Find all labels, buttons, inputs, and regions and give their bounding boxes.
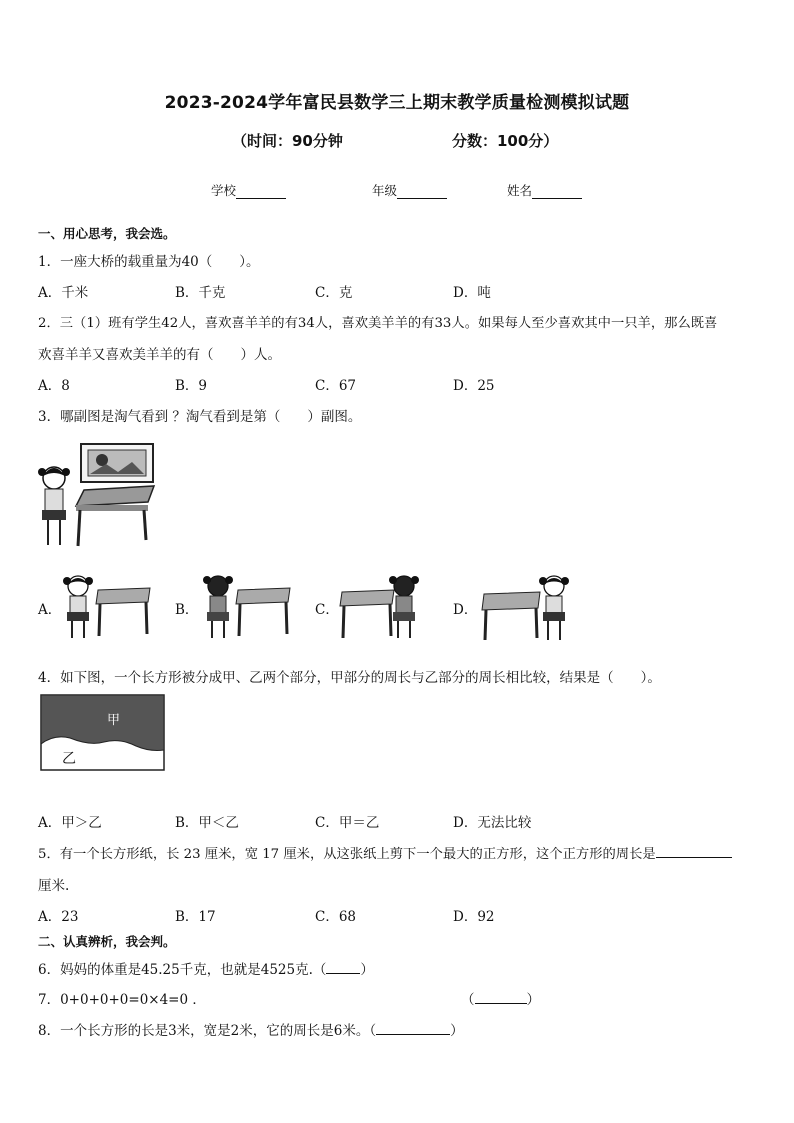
section-1-heading: 一、用心思考，我会选。 [38,226,176,241]
school-blank[interactable] [236,184,286,199]
q5-option-b[interactable]: B．17 [175,909,216,925]
q3-option-c-image[interactable] [338,572,430,640]
picture-frame-icon [81,444,153,482]
q8-answer-blank[interactable] [376,1022,450,1035]
q3-option-a-image[interactable] [62,572,154,640]
name-field[interactable] [507,181,582,199]
name-blank[interactable] [532,184,582,199]
q1-option-d[interactable]: D．吨 [453,285,491,301]
section-2-heading: 二、认真辨析，我会判。 [38,934,176,949]
q1-option-c[interactable]: C．克 [315,285,353,301]
girl-icon [38,467,70,545]
q4-option-b[interactable]: B．甲＜乙 [175,815,239,831]
grade-blank[interactable] [397,184,447,199]
question-5-line-2: 厘米. [38,878,70,894]
q7-answer-blank[interactable] [475,991,527,1004]
q6-close-paren: ） [360,962,374,978]
name-label: 姓名 [507,183,533,198]
question-6-text: 6．妈妈的体重是45.25千克，也就是4525克.（ [38,962,327,978]
question-2-line-1: 2．三（1）班有学生42人，喜欢喜羊羊的有34人，喜欢美羊羊的有33人。如果每人至少喜欢其中一只羊，那么既喜 [38,316,718,331]
girl-icon [63,576,93,638]
q7-answer[interactable] [461,988,540,1008]
part-a-label: 甲 [107,713,121,728]
q3-option-a[interactable]: A． [38,602,62,618]
q2-option-a[interactable]: A．8 [38,378,70,394]
part-b-label: 乙 [62,751,76,767]
q3-option-b[interactable]: B． [175,602,199,618]
question-5-text: 5．有一个长方形纸，长 23 厘米，宽 17 厘米，从这张纸上剪下一个最大的正方形，这个正方形的周长是 [38,847,656,862]
q4-option-a[interactable]: A．甲＞乙 [38,815,102,831]
q8-close-paren: ） [450,1023,464,1039]
question-6 [38,958,374,978]
girl-icon [539,576,569,640]
q7-close-paren: ） [526,992,540,1008]
girl-back-icon [203,576,233,638]
table-icon [96,588,150,636]
table-icon [482,592,540,640]
table-icon [76,486,154,546]
q5-option-c[interactable]: C．68 [315,909,357,925]
q5-answer-blank[interactable] [656,845,732,858]
time-label: （时间：90分钟 [232,132,343,150]
q3-option-b-image[interactable] [200,572,292,640]
question-4: 4．如下图，一个长方形被分成甲、乙两个部分，甲部分的周长与乙部分的周长相比较，结果是（ ）。 [38,670,661,686]
question-8 [38,1019,464,1039]
q3-option-c[interactable]: C． [315,602,339,618]
q4-option-d[interactable]: D．无法比较 [453,815,532,831]
school-label: 学校 [211,183,237,198]
score-label: 分数：100分） [452,132,559,150]
q4-rectangle-diagram [40,694,166,772]
question-1: 1．一座大桥的载重量为40（ ）。 [38,254,260,270]
q1-option-b[interactable]: B．千克 [175,285,226,301]
q2-option-c[interactable]: C．67 [315,378,357,394]
girl-back-icon [389,576,419,638]
question-2-line-2: 欢喜羊羊又喜欢美羊羊的有（ ）人。 [38,347,281,363]
q3-option-d[interactable]: D． [453,602,478,618]
grade-label: 年级 [372,183,398,198]
question-8-text: 8．一个长方形的长是3米，宽是2米，它的周长是6米。（ [38,1023,377,1039]
question-7-text: 7．0+0+0+0=0×4=0 ． [38,992,206,1008]
q5-option-a[interactable]: A．23 [38,909,79,925]
school-field[interactable] [211,181,286,199]
grade-field[interactable] [372,181,447,199]
q5-option-d[interactable]: D．92 [453,909,495,925]
q7-open-paren: （ [461,992,475,1008]
q2-option-d[interactable]: D．25 [453,378,495,394]
q2-option-b[interactable]: B．9 [175,378,208,394]
q3-main-illustration [36,440,166,550]
q3-option-d-image[interactable] [480,572,576,642]
q6-answer-blank[interactable] [326,961,360,974]
q1-option-a[interactable]: A．千米 [38,285,89,301]
question-5-line-1 [38,843,732,862]
question-3: 3．哪副图是淘气看到 ？淘气看到是第（ ）副图。 [38,409,362,425]
q4-option-c[interactable]: C．甲＝乙 [315,815,380,831]
table-icon [340,590,394,638]
page-title: 2023-2024学年富民县数学三上期末教学质量检测模拟试题 [164,93,630,113]
table-icon [236,588,290,636]
